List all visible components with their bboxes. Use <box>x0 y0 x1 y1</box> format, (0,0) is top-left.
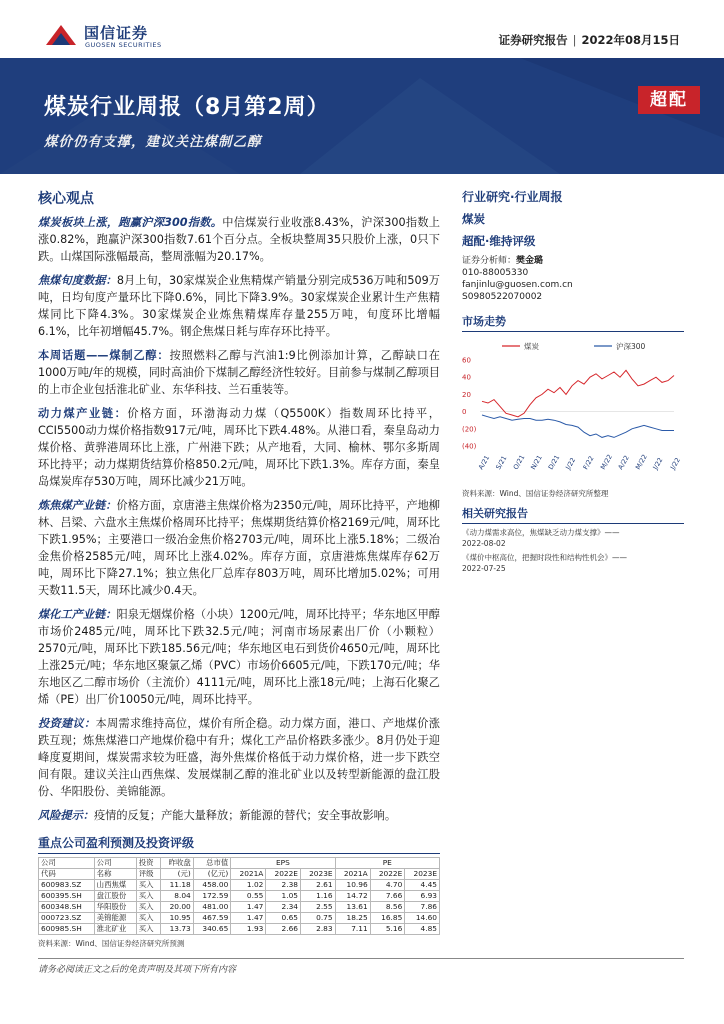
table-cell: 16.85 <box>370 913 405 924</box>
table-header-cell: EPS <box>231 858 335 869</box>
title-banner <box>0 58 724 174</box>
table-cell: 2.34 <box>266 902 301 913</box>
x-tick-label: D/21 <box>546 453 562 471</box>
x-tick-label: S/21 <box>494 454 509 471</box>
paragraph-risk <box>38 807 440 824</box>
paragraph-text: 价格方面，京唐港主焦煤价格为2350元/吨，周环比持平，产地柳林、吕梁、六盘水主焦煤价格周环比持平；焦煤期货结算价格2169元/吨，周环比下跌1.95%；主要港口一级冶金焦价格2703元/吨，周环比上涨5.18%；二级冶金焦价格2585元/吨，周环比上涨4.02%。库存方面，京唐港炼焦煤库存62万吨，周环比下降27.1%；独立焦化厂总库存803万吨，周环比增加5.02%；可用天数11.5天，周环比减少0.4天。 <box>38 499 440 597</box>
paragraph-text: 按照燃料乙醇与汽油1:9比例添加计算，乙醇缺口在1000万吨/年的规模，同时高油价下煤制乙醇经济性较好。目前参与煤制乙醇项目的上市企业包括淮北矿业、东华科技、兰石重装等。 <box>38 349 440 396</box>
paragraph-coking-coal <box>38 497 440 599</box>
paragraph-text: 疫情的反复；产能大量释放；新能源的替代；安全事故影响。 <box>93 809 397 822</box>
table-header-cell: 2022E <box>266 869 301 880</box>
company-logo <box>44 22 184 54</box>
report-date: 2022年08月15日 <box>581 33 680 47</box>
page-header <box>0 0 724 58</box>
related-report-date: 2022-07-25 <box>462 564 506 573</box>
paragraph-keyword: 煤化工产业链： <box>38 608 117 621</box>
paragraph-thermal-coal <box>38 405 440 490</box>
table-row <box>39 880 440 891</box>
x-tick-label: F/22 <box>581 454 596 471</box>
table-header-cell: PE <box>335 858 439 869</box>
disclaimer-footer: 请务必阅读正文之后的免责声明及其项下所有内容 <box>38 958 684 975</box>
related-report-title[interactable]: 《动力煤需求高位，焦煤缺乏动力煤支撑》—— <box>462 528 620 537</box>
table-header-cell: 总市值 <box>193 858 231 869</box>
table-header-cell: 公司 <box>39 858 95 869</box>
report-meta: 证券研究报告 | 2022年08月15日 <box>498 33 680 47</box>
table-cell: 华阳股份 <box>94 902 136 913</box>
table-cell: 2.66 <box>266 924 301 935</box>
table-cell: 1.47 <box>231 902 266 913</box>
logo-english-name: GUOSEN SECURITIES <box>85 41 162 49</box>
analyst-phone: 010-88005330 <box>462 268 529 278</box>
logo-mark-icon <box>44 23 78 47</box>
table-cell: 467.59 <box>193 913 231 924</box>
paragraph-keyword: 炼焦煤产业链： <box>38 499 117 512</box>
x-tick-label: M/22 <box>598 453 614 471</box>
table-cell: 10.96 <box>335 880 370 891</box>
table-row <box>39 913 440 924</box>
table-cell: 600395.SH <box>39 891 95 902</box>
x-tick-label: N/21 <box>529 453 544 471</box>
table-cell: 13.73 <box>160 924 193 935</box>
x-tick-label: J/22 <box>668 456 682 471</box>
table-cell: 盘江股份 <box>94 891 136 902</box>
table-cell: 481.00 <box>193 902 231 913</box>
table-subheader-row <box>39 869 440 880</box>
table-cell: 7.86 <box>405 902 440 913</box>
paragraph-investment <box>38 715 440 800</box>
table-cell: 买入 <box>136 880 160 891</box>
table-cell: 10.95 <box>160 913 193 924</box>
section-heading: 核心观点 <box>38 191 94 207</box>
table-cell: 0.65 <box>266 913 301 924</box>
table-header-cell: 2023E <box>300 869 335 880</box>
table-cell: 6.93 <box>405 891 440 902</box>
table-cell: 8.56 <box>370 902 405 913</box>
paragraph-keyword: 本周话题——煤制乙醇： <box>38 349 170 362</box>
x-tick-label: O/21 <box>511 453 527 471</box>
paragraph-keyword: 煤炭板块上涨，跑赢沪深300指数。 <box>38 216 223 229</box>
table-cell: 7.66 <box>370 891 405 902</box>
rating-badge: 超配 <box>638 86 700 114</box>
table-cell: 1.05 <box>266 891 301 902</box>
paragraph-keyword: 投资建议： <box>38 717 96 730</box>
y-tick-label: (40) <box>462 442 477 451</box>
table-cell: 2.61 <box>300 880 335 891</box>
x-tick-label: A/22 <box>616 454 631 471</box>
x-tick-label: M/22 <box>633 453 649 471</box>
series-line <box>482 415 674 437</box>
related-title: 相关研究报告 <box>462 505 684 524</box>
related-report-title[interactable]: 《煤价中枢高位，把握时段性和结构性机会》—— <box>462 553 627 562</box>
table-header-cell: 2021A <box>231 869 266 880</box>
table-cell: 1.47 <box>231 913 266 924</box>
report-title: 煤炭行业周报（8月第2周） <box>44 95 330 120</box>
paragraph-keyword: 风险提示： <box>38 809 94 822</box>
side-rating: 超配·维持评级 <box>462 234 536 248</box>
table-header-cell: 2021A <box>335 869 370 880</box>
x-tick-label: J/22 <box>651 456 665 471</box>
table-cell: 14.72 <box>335 891 370 902</box>
table-header-cell: (元) <box>160 869 193 880</box>
legend-label: 煤炭 <box>524 342 539 351</box>
x-tick-label: A/21 <box>476 454 492 471</box>
table-cell: 13.61 <box>335 902 370 913</box>
table-cell: 0.75 <box>300 913 335 924</box>
table-cell: 1.16 <box>300 891 335 902</box>
table-row <box>39 891 440 902</box>
table-header-cell: 公司 <box>94 858 136 869</box>
table-cell: 4.45 <box>405 880 440 891</box>
table-cell: 买入 <box>136 913 160 924</box>
analyst-info <box>462 255 684 303</box>
table-header-cell: 代码 <box>39 869 95 880</box>
paragraph-keyword: 动力煤产业链： <box>38 407 128 420</box>
table-cell: 458.00 <box>193 880 231 891</box>
legend-label: 沪深300 <box>616 342 646 351</box>
table-cell: 2.83 <box>300 924 335 935</box>
table-cell: 172.59 <box>193 891 231 902</box>
paragraph-text: 本周需求维持高位，煤价有所企稳。动力煤方面，港口、产地煤价涨跌互现；炼焦煤港口产地煤价稳中有升；煤化工产品价格跌多涨少。8月仍处于迎峰度夏期间，煤炭需求较为旺盛，海外焦煤价格低于动力煤价格，进一步下跌空间有限。建议关注山西焦煤、发展煤制乙醇的淮北矿业以及转型新能源的盘江股份、华阳股份、美锦能源。 <box>38 717 440 798</box>
table-cell: 600985.SH <box>39 924 95 935</box>
table-cell: 8.04 <box>160 891 193 902</box>
chart-source: 资料来源：Wind、国信证券经济研究所整理 <box>462 489 609 498</box>
analyst-email[interactable]: fanjinlu@guosen.com.cn <box>462 280 573 290</box>
table-cell: 5.16 <box>370 924 405 935</box>
table-cell: 山西焦煤 <box>94 880 136 891</box>
table-body <box>39 880 440 935</box>
y-tick-label: 0 <box>462 408 467 417</box>
x-tick-label: J/22 <box>564 456 578 471</box>
related-report[interactable] <box>462 527 684 549</box>
table-cell: 7.11 <box>335 924 370 935</box>
series-line <box>482 370 674 417</box>
paragraph-text: 中信煤炭行业收涨8.43%，沪深300指数上涨0.82%，跑赢沪深300指数7.61个百分点。全板块整周35只股价上涨，0只下跌。山煤国际涨幅最高，整周涨幅为20.17%。 <box>38 216 440 263</box>
table-source: 资料来源：Wind、国信证券经济研究所预测 <box>38 939 185 948</box>
table-header-cell: 2023E <box>405 869 440 880</box>
table-header-cell: 名称 <box>94 869 136 880</box>
forecast-table-section <box>38 834 440 949</box>
market-trend-chart <box>462 336 684 486</box>
market-trend-svg <box>462 336 684 486</box>
y-tick-label: 60 <box>462 356 471 365</box>
table-row <box>39 924 440 935</box>
paragraph-text: 8月上旬，30家煤炭企业焦精煤产销量分别完成536万吨和509万吨，日均旬度产量环比下降0.6%，同比下降3.9%。30家煤炭企业累计生产焦精煤同比下降4.3%。30家煤炭企业炼焦精煤库存量255万吨，旬度环比增幅6.1%，比年初增幅45.7%。钢企焦煤日耗与库存环比持平。 <box>38 274 440 338</box>
table-cell: 11.18 <box>160 880 193 891</box>
table-cell: 18.25 <box>335 913 370 924</box>
table-cell: 2.38 <box>266 880 301 891</box>
core-view-section <box>38 188 440 831</box>
table-cell: 淮北矿业 <box>94 924 136 935</box>
paragraph-topic <box>38 347 440 398</box>
paragraph-keyword: 焦煤旬度数据： <box>38 274 117 287</box>
table-header-row <box>39 858 440 869</box>
report-type: 证券研究报告 <box>498 33 568 47</box>
table-cell: 20.00 <box>160 902 193 913</box>
table-header-cell: 评级 <box>136 869 160 880</box>
related-report-date: 2022-08-02 <box>462 539 506 548</box>
table-cell: 4.70 <box>370 880 405 891</box>
side-category: 行业研究·行业周报 <box>462 190 563 204</box>
paragraph-sector <box>38 214 440 265</box>
table-header-cell: 2022E <box>370 869 405 880</box>
y-tick-label: 40 <box>462 373 471 382</box>
table-cell: 买入 <box>136 891 160 902</box>
table-cell: 1.02 <box>231 880 266 891</box>
table-cell: 1.93 <box>231 924 266 935</box>
table-header-cell: 昨收盘 <box>160 858 193 869</box>
report-subtitle: 煤价仍有支撑，建议关注煤制乙醇 <box>44 134 262 150</box>
table-header-cell: (亿元) <box>193 869 231 880</box>
side-industry: 煤炭 <box>462 212 485 226</box>
analyst-label: 证券分析师： <box>462 256 517 266</box>
table-cell: 340.65 <box>193 924 231 935</box>
paragraph-coking-data <box>38 272 440 340</box>
paragraph-text: 阳泉无烟煤价格（小块）1200元/吨，周环比持平；华东地区甲醇市场价2485元/吨，周环比下跌32.5元/吨；河南市场尿素出厂价（小颗粒）2570元/吨，周环比下跌185.56元/吨；华东地区电石到货价4650元/吨，周环比上涨25元/吨；华东地区聚氯乙烯（PVC）市场价6605元/吨，下跌170元/吨；华东地区乙二醇市场价（主流价）4111元/吨，周环比上涨18元/吨；上海石化聚乙烯（PE）出厂价10050元/吨，周环比持平。 <box>38 608 440 706</box>
y-tick-label: 20 <box>462 390 471 399</box>
table-cell: 买入 <box>136 902 160 913</box>
table-cell: 600983.SZ <box>39 880 95 891</box>
table-cell: 0.55 <box>231 891 266 902</box>
related-report[interactable] <box>462 552 684 574</box>
y-tick-label: (20) <box>462 425 477 434</box>
table-cell: 600348.SH <box>39 902 95 913</box>
table-cell: 买入 <box>136 924 160 935</box>
logo-chinese-name: 国信证券 <box>84 24 149 42</box>
table-row <box>39 902 440 913</box>
forecast-table <box>38 857 440 935</box>
table-cell: 2.55 <box>300 902 335 913</box>
table-title: 重点公司盈利预测及投资评级 <box>38 834 440 854</box>
analyst-name: 樊金璐 <box>516 256 544 266</box>
table-cell: 14.60 <box>405 913 440 924</box>
table-cell: 美锦能源 <box>94 913 136 924</box>
paragraph-coal-chemical <box>38 606 440 708</box>
analyst-license: S0980522070002 <box>462 292 543 302</box>
chart-title: 市场走势 <box>462 313 684 332</box>
sidebar <box>462 188 684 574</box>
table-cell: 000723.SZ <box>39 913 95 924</box>
table-header-cell: 投资 <box>136 858 160 869</box>
paragraph-text: 价格方面，环渤海动力煤（Q5500K）指数周环比持平，CCI5500动力煤价格指数917元/吨，周环比下跌4.48%。从港口看，秦皇岛动力煤价格、黄骅港周环比上涨，广州港下跌；从产地看，大同、榆林、鄂尔多斯周环比持平；动力煤期货结算价格850.2元/吨，周环比下跌1.3%。库存方面，秦皇岛煤炭库存530万吨，周环比减少21万吨。 <box>38 407 440 488</box>
table-cell: 4.85 <box>405 924 440 935</box>
